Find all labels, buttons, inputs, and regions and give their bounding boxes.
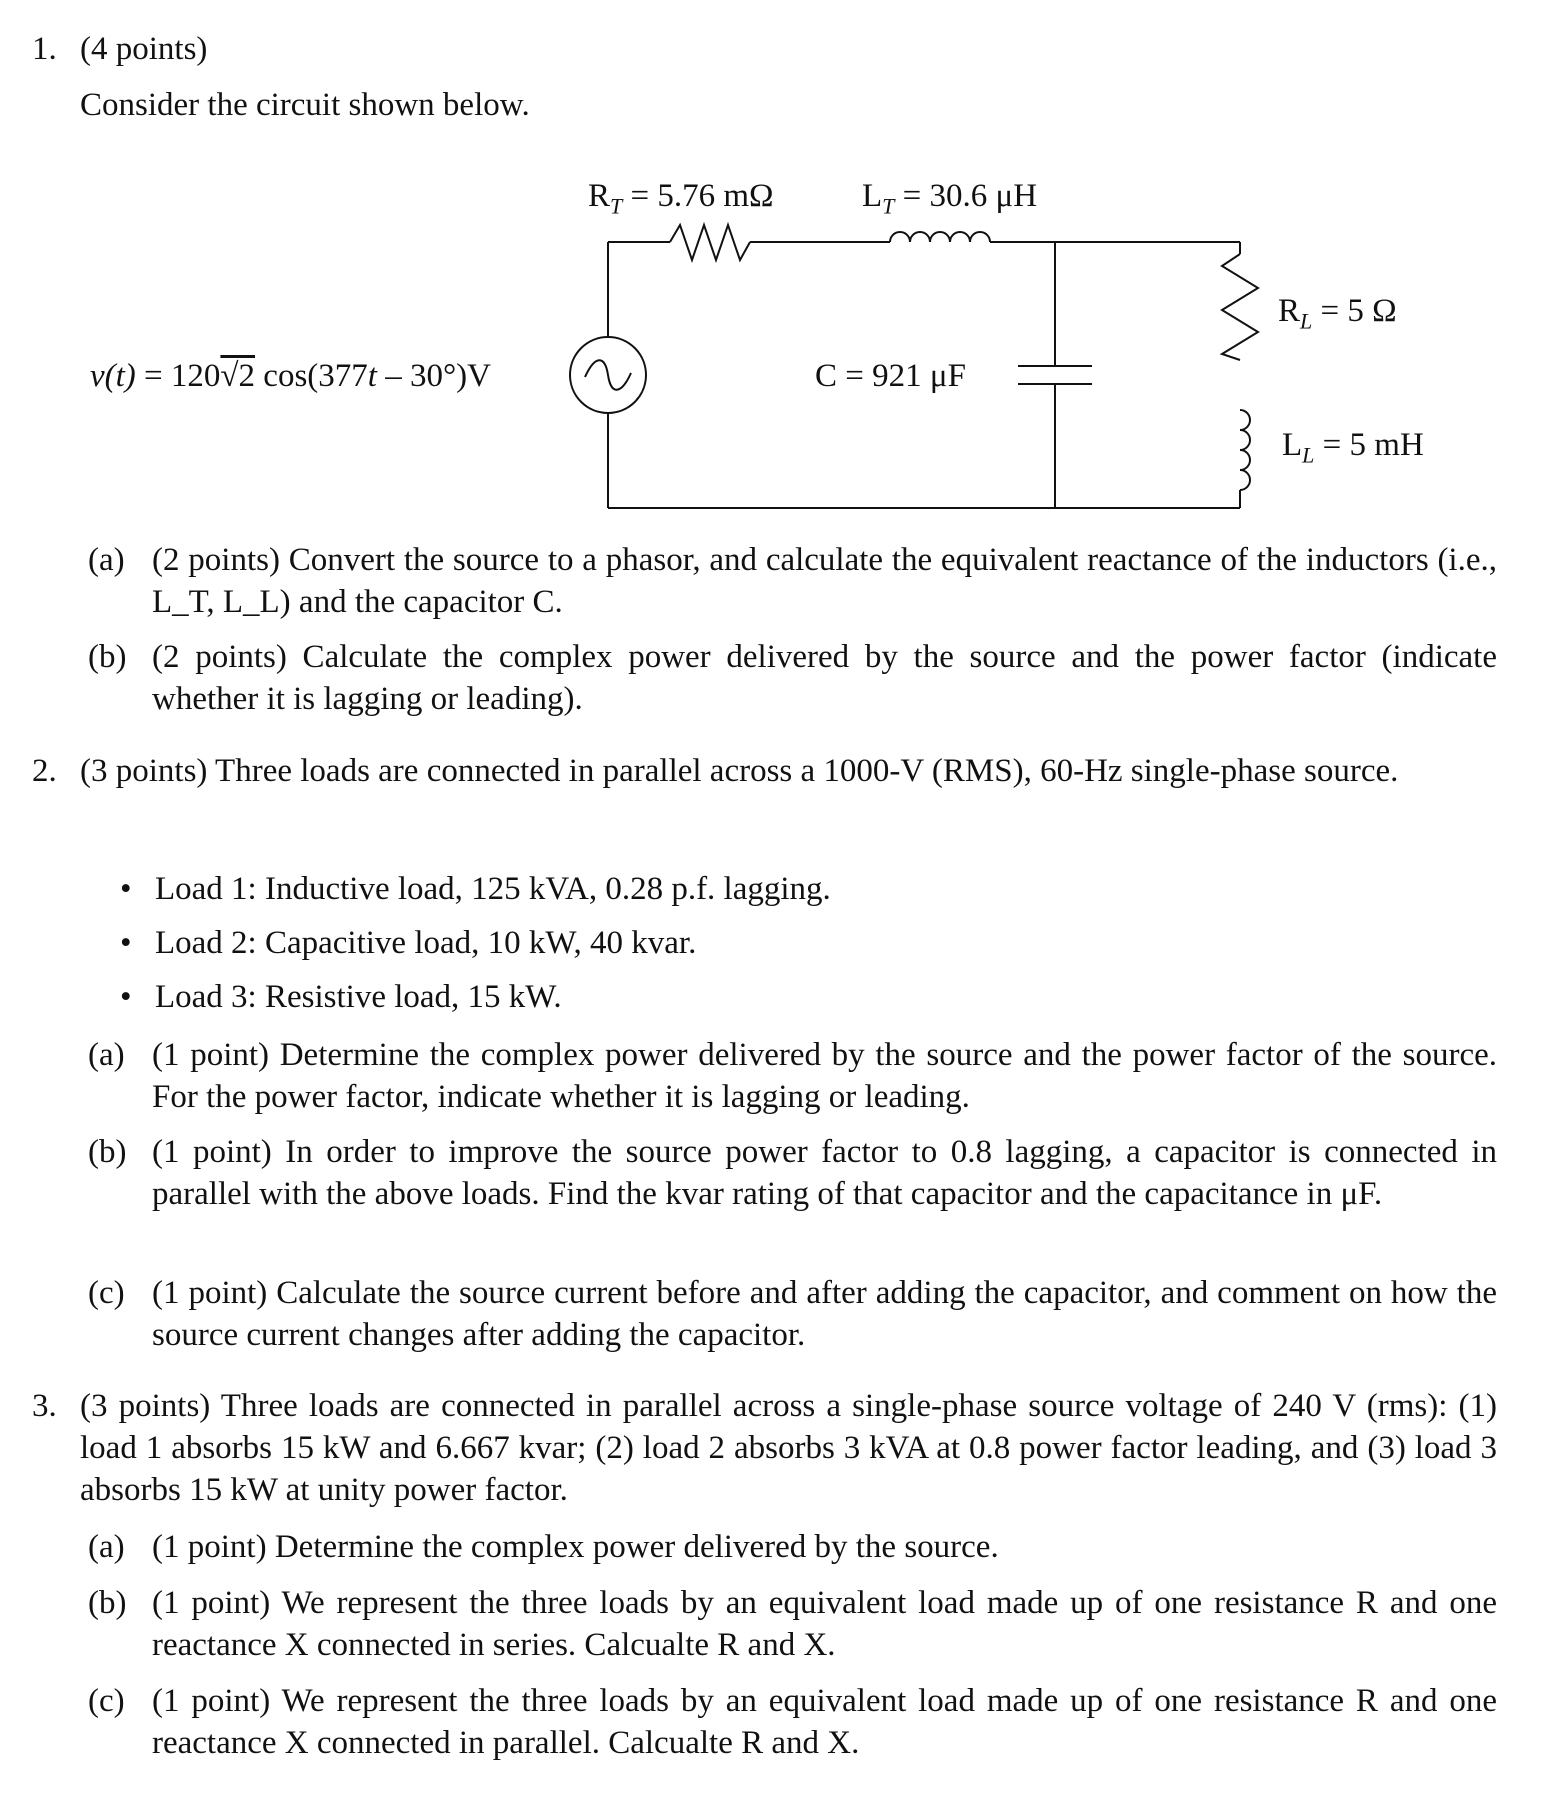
rl-subscript: L — [1300, 308, 1313, 334]
label-source — [90, 355, 491, 397]
q2-bullet-1-dot: • — [120, 871, 132, 907]
q3-number: 3. — [32, 1388, 57, 1424]
q2c-text: (1 point) Calculate the source current before and after adding the capacitor, and comment on how the source current changes after adding the capacitor. — [152, 1275, 1497, 1353]
source-t: t — [367, 358, 377, 394]
q3-text: (3 points) Three loads are connected in parallel across a single-phase source voltage of 240 V (rms): (1) load 1 absorbs 15 kW and 6.667 kvar; (2) load 2 absorbs 3 kVA at 0.8 power factor leading, and (3) load 3 absorbs 15 kW at unity power factor. — [80, 1388, 1497, 1508]
lt-subscript: T — [882, 193, 895, 219]
source-phase: – 30°)V — [376, 358, 491, 394]
q1a-text: (2 points) Convert the source to a phasor, and calculate the equivalent reactance of the inductors (i.e., L_T, L_L) and the capacitor C. — [152, 542, 1497, 620]
ll-symbol: L — [1282, 427, 1303, 463]
source-fn: v(t) — [90, 358, 136, 394]
q2b-label: (b) — [88, 1134, 127, 1170]
q1a-label: (a) — [88, 542, 125, 578]
q1-number: 1. — [32, 31, 57, 67]
label-ll — [1282, 424, 1424, 466]
inductor-lt-icon — [890, 232, 990, 242]
rt-value: = 5.76 mΩ — [622, 178, 774, 214]
resistor-rl-icon — [1222, 254, 1258, 360]
rl-symbol: R — [1278, 293, 1301, 329]
lt-value: = 30.6 μH — [894, 178, 1038, 214]
q2a-label: (a) — [88, 1037, 125, 1073]
q2-text: (3 points) Three loads are connected in parallel across a 1000-V (RMS), 60-Hz single-phase source. — [80, 753, 1399, 789]
label-rl — [1278, 290, 1397, 332]
ll-subscript: L — [1302, 442, 1315, 468]
q3b-text: (1 point) We represent the three loads by an equivalent load made up of one resistance R and one reactance X connected in series. Calcualte R and X. — [152, 1585, 1497, 1663]
q2a-text: (1 point) Determine the complex power delivered by the source and the power factor of the source. For the power factor, indicate whether it is lagging or leading. — [152, 1037, 1497, 1115]
source-sqrt: √2 — [220, 358, 256, 394]
q3c-text: (1 point) We represent the three loads by an equivalent load made up of one resistance R and one reactance X connected in parallel. Calcualte R and X. — [152, 1683, 1497, 1761]
q1-points: (4 points) — [80, 31, 208, 67]
q1b-label: (b) — [88, 639, 127, 675]
q2-bullet-2: Load 2: Capacitive load, 10 kW, 40 kvar. — [155, 925, 697, 961]
q2-bullet-3: Load 3: Resistive load, 15 kW. — [155, 979, 562, 1015]
label-rt — [588, 175, 774, 217]
ll-value: = 5 mH — [1314, 427, 1424, 463]
q2c-label: (c) — [88, 1275, 125, 1311]
label-lt — [862, 175, 1037, 217]
q2-bullet-2-dot: • — [120, 925, 132, 961]
rl-value: = 5 Ω — [1312, 293, 1397, 329]
lt-symbol: L — [862, 178, 883, 214]
capacitor-c-icon — [1018, 366, 1092, 384]
rt-symbol: R — [588, 178, 611, 214]
q2-number: 2. — [32, 753, 57, 789]
resistor-rt-icon — [670, 225, 750, 260]
ac-wave-icon — [585, 360, 631, 390]
rt-subscript: T — [610, 193, 623, 219]
q2-bullet-3-dot: • — [120, 979, 132, 1015]
q3a-text: (1 point) Determine the complex power delivered by the source. — [152, 1529, 999, 1565]
q2-bullet-1: Load 1: Inductive load, 125 kVA, 0.28 p.f. lagging. — [155, 871, 831, 907]
q3c-label: (c) — [88, 1683, 125, 1719]
source-amp: = 120 — [135, 358, 221, 394]
q1-intro: Consider the circuit shown below. — [80, 87, 530, 123]
q2b-text: (1 point) In order to improve the source power factor to 0.8 lagging, a capacitor is connected in parallel with the above loads. Find the kvar rating of that capacitor and the capacitance in μF. — [152, 1134, 1497, 1212]
q3b-label: (b) — [88, 1585, 127, 1621]
q3a-label: (a) — [88, 1529, 125, 1565]
source-cos: cos(377 — [255, 358, 368, 394]
label-capacitor: C = 921 μF — [815, 358, 966, 394]
q1b-text: (2 points) Calculate the complex power delivered by the source and the power factor (indicate whether it is lagging or leading). — [152, 639, 1497, 717]
inductor-ll-icon — [1240, 410, 1250, 490]
